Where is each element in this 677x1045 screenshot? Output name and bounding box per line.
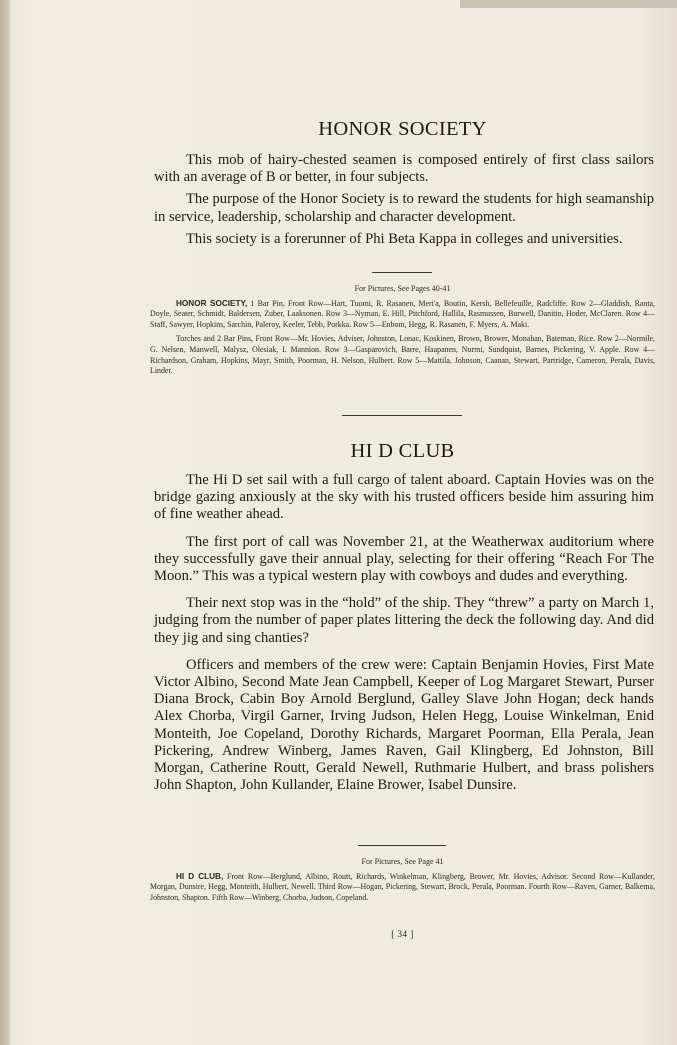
page-top-strip	[460, 0, 677, 8]
pictures-note: For Pictures, See Page 41	[361, 857, 444, 866]
short-divider	[358, 845, 446, 846]
section-divider	[342, 415, 462, 416]
caption-text: Front Row—Berglund, Albino, Routt, Richards, Winkelman, Klingberg, Brower, Mr. Hovies, Advisor. Second Row—Kullander, Morgan, Dunsire, Hegg, Monteith, Hulbert, Newell. Third Row—Hogan, Pickering, Stewart, Brock, Perala, Poorman. Fourth Row—Raven, Garner, Balkema, Johnston, Shapton. Fifth Row—Winberg, Chorba, Judson, Copeland.	[150, 871, 655, 902]
honor-society-title: HONOR SOCIETY	[318, 118, 487, 140]
honor-paragraph: This society is a forerunner of Phi Beta Kappa in colleges and universities.	[186, 230, 623, 247]
honor-caption-one	[150, 299, 655, 331]
hi-d-club-body	[154, 472, 654, 799]
pictures-note: For Pictures, See Pages 40-41	[354, 284, 451, 293]
hi-d-club-title: HI D CLUB	[350, 440, 455, 462]
honor-paragraph: This mob of hairy-chested seamen is composed entirely of first class sailors with an average of B or better, in four subjects.	[154, 152, 654, 186]
honor-caption-two: Torches and 2 Bar Pins, Front Row—Mr. Hovies, Adviser, Johnston, Lonac, Koskinen, Brown, Brower, Monahan, Bateman, Rice. Row 2—Normile, G. Nelsen, Manwell, Malysz, Olesiak, I. Mannion. Row 3—Gasparovich, Barre, Haapanen, Nurmi, Sundquist, Barnes, Pickering, V. Apple. Row 4—Richardson, Graham, Hopkins, Mayr, Smith, Poorman, H. Nelson, Hulbert. Row 5—Mattila, Johnson, Caanan, Stewart, Partridge, Cameron, Perala, Davis, Linder.	[150, 334, 655, 376]
hid-paragraph: The first port of call was November 21, at the Weatherwax auditorium where they successfully gave their annual play, selecting for their offering “Reach For The Moon.” This was a typical western play with cowboys and dudes and everything.	[154, 533, 654, 585]
hid-paragraph: Their next stop was in the “hold” of the ship. They “threw” a party on March 1, judging from the number of paper plates littering the deck the following day. And did they jig and sing chanties?	[154, 595, 654, 646]
caption-text: 1 Bar Pin, Front Row—Hart, Tuomi, R. Rasanen, Meri'a, Boutin, Kersh, Bellefeuille, Radcliffe. Row 2—Gladdish, Ranta, Doyle, Seater, Schmidt, Baldersen, Zuber, Laaksonen. Row 3—Nyman, E. Hill, Pitchford, Hallila, Rasmussen, Burwell, Danitio, Hoder, McClaren. Row 4—Staff, Sawyer, Hopkins, Sarchin, Paleroy, Keeler, Tebb, Porkka. Row 5—Enbom, Hegg, R. Rasanen, F. Myers, A. Maki.	[150, 298, 655, 329]
honor-paragraph: The purpose of the Honor Society is to reward the students for high seamanship in service, leadership, scholarship and character development.	[154, 191, 654, 225]
honor-society-body	[154, 152, 654, 253]
caption-label: HONOR SOCIETY,	[176, 298, 248, 308]
hid-paragraph: The Hi D set sail with a full cargo of talent aboard. Captain Hovies was on the bridge gazing anxiously at the sky with his trusted officers beside him assuring him of fine weather ahead.	[154, 472, 654, 523]
page-number: [ 34 ]	[391, 929, 414, 939]
page-binding-edge	[0, 0, 10, 1045]
hi-d-club-caption	[150, 857, 655, 907]
hid-paragraph: Officers and members of the crew were: Captain Benjamin Hovies, First Mate Victor Albino, Second Mate Jean Campbell, Keeper of Log Margaret Stewart, Purser Diana Brock, Cabin Boy Arnold Berglund, Galley Slave John Hogan; deck hands Alex Chorba, Virgil Garner, Irving Judson, Helen Hegg, Louise Winkelman, Enid Monteith, Joe Copeland, Dorothy Richards, Margaret Poorman, Ella Perala, Jean Pickering, Andrew Winberg, James Raven, Gail Klingberg, Ed Johnston, Bill Morgan, Catherine Routt, Gerald Newell, Ruthmarie Hulbert, and brass polishers John Shapton, John Kullander, Elaine Brower, Isabel Dunsire.	[154, 656, 654, 794]
caption-label: HI D CLUB,	[176, 871, 224, 881]
short-divider	[372, 272, 432, 273]
honor-society-caption	[150, 284, 655, 381]
hid-caption	[150, 872, 655, 904]
